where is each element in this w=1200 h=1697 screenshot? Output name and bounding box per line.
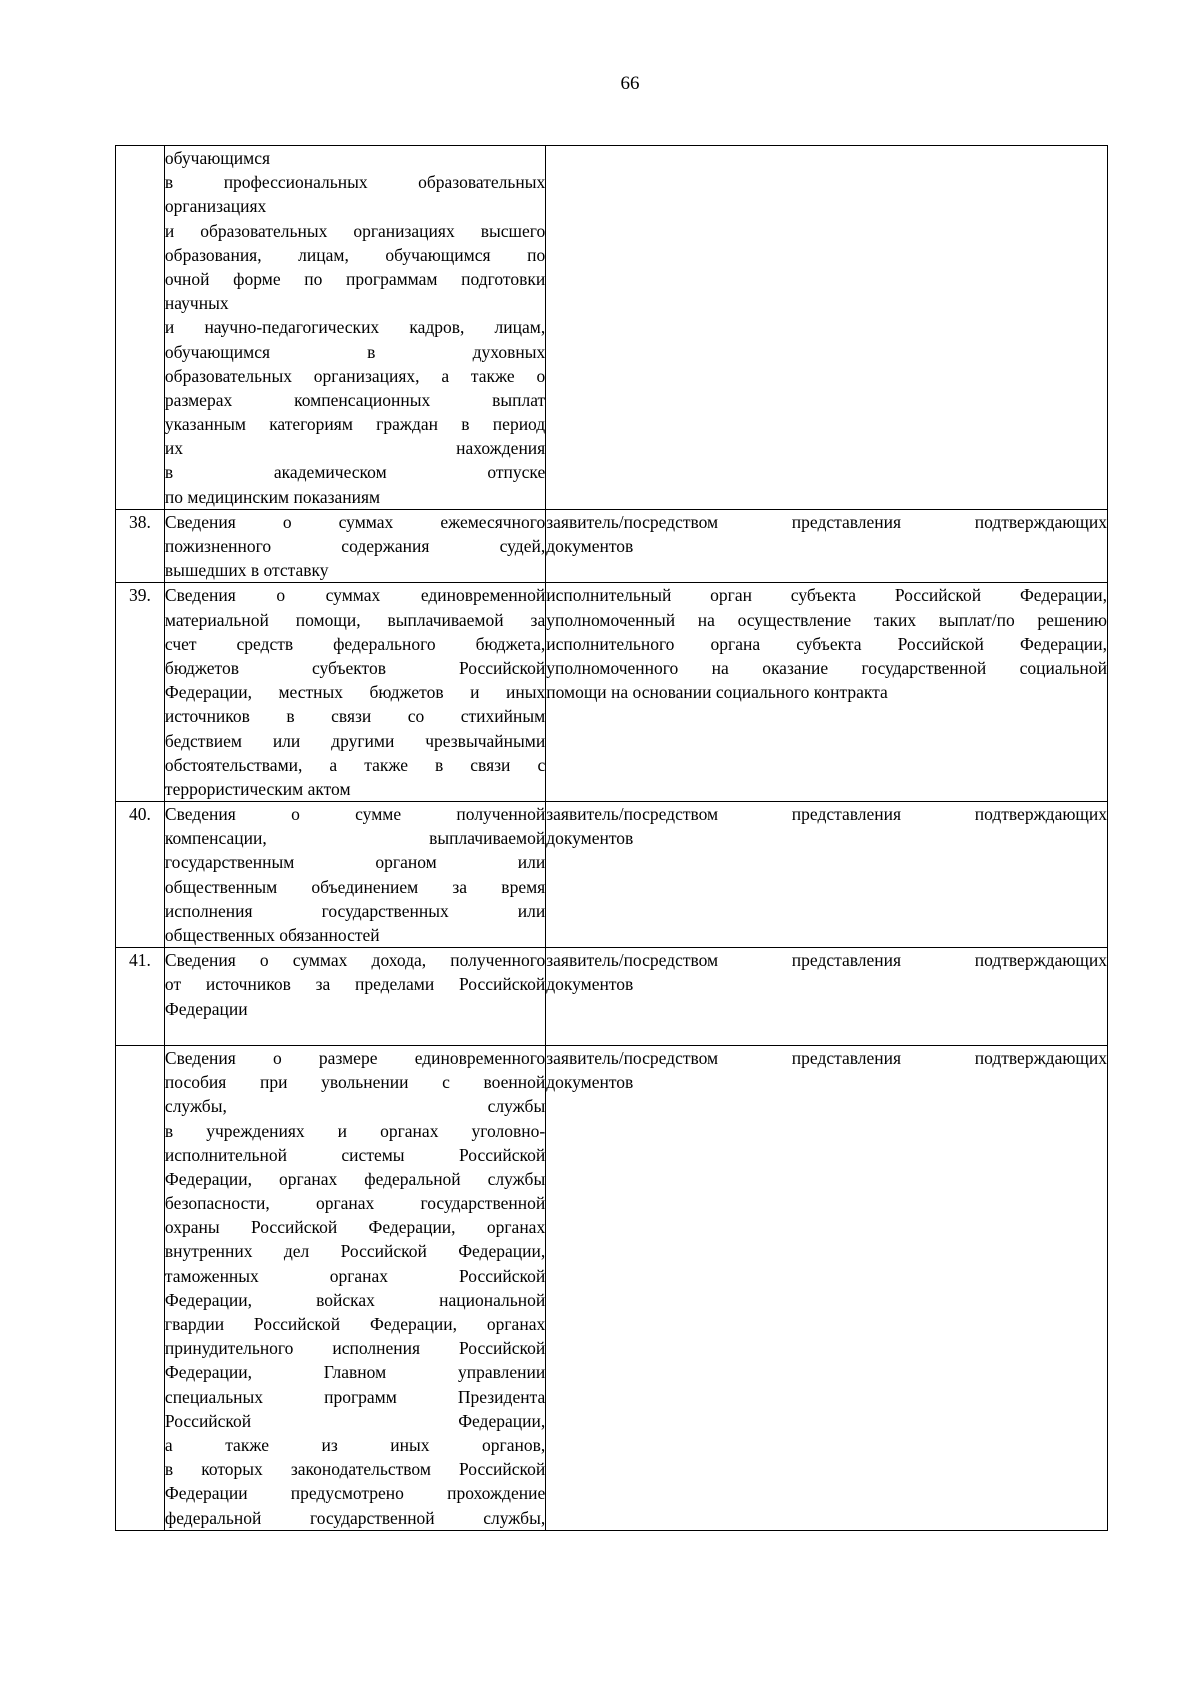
description-line: общественных обязанностей xyxy=(164,925,380,945)
description-line: Федерации, местных бюджетов и иных xyxy=(164,682,546,703)
description-line: государственным органом или xyxy=(164,852,546,873)
source-line: документов xyxy=(546,974,634,995)
description-line: террористическим актом xyxy=(164,778,351,799)
description-line: Федерации xyxy=(164,998,248,1019)
source-line: документов xyxy=(546,1072,634,1093)
source-line: заявитель/посредством представления подтверждающих xyxy=(546,950,1107,971)
description-line: в которых законодательством Российской xyxy=(164,1459,546,1480)
info-description xyxy=(164,146,545,510)
description-line: службы, службы xyxy=(164,1096,546,1117)
source-line: уполномоченного на оказание государственной социальной xyxy=(546,657,1107,678)
description-line: компенсации, выплачиваемой xyxy=(164,828,546,849)
description-line: таможенных органах Российской xyxy=(164,1265,546,1286)
info-source xyxy=(546,802,1108,948)
description-line: обучающимся в духовных xyxy=(164,341,546,362)
description-line: общественным объединением за время xyxy=(164,876,546,897)
description-line: организациях xyxy=(164,196,267,217)
description-line: материальной помощи, выплачиваемой за xyxy=(164,609,546,630)
info-description xyxy=(164,1045,545,1530)
row-number: 38. xyxy=(116,509,165,583)
description-line: исполнительной системы Российской xyxy=(164,1144,546,1165)
documents-table xyxy=(115,145,1108,1531)
description-line: очной форме по программам подготовки xyxy=(164,268,546,289)
description-line: обстоятельствами, а также в связи с xyxy=(164,754,546,775)
row-number xyxy=(116,1045,165,1530)
row-number: 41. xyxy=(116,948,165,1046)
source-line: помощи на основании социального контракта xyxy=(546,682,888,703)
row-number xyxy=(116,146,165,510)
description-line: их нахождения xyxy=(164,438,546,459)
description-line: Федерации, Главном управлении xyxy=(164,1362,546,1383)
description-line: внутренних дел Российской Федерации, xyxy=(164,1241,546,1262)
description-line: Сведения о сумме полученной xyxy=(164,804,546,825)
table-row xyxy=(116,948,1108,1046)
description-line: Федерации, войсках национальной xyxy=(164,1289,546,1310)
description-line: счет средств федерального бюджета, xyxy=(164,633,546,654)
description-line: специальных программ Президента xyxy=(164,1386,546,1407)
description-line: федеральной государственной службы, xyxy=(164,1507,546,1528)
table-row xyxy=(116,509,1108,583)
info-description xyxy=(164,948,545,1046)
description-line: и научно-педагогических кадров, лицам, xyxy=(164,317,546,338)
table-body xyxy=(116,146,1108,1531)
description-line: Сведения о суммах ежемесячного xyxy=(164,511,546,532)
description-line: принудительного исполнения Российской xyxy=(164,1338,546,1359)
row-number: 40. xyxy=(116,802,165,948)
description-line: в профессиональных образовательных xyxy=(164,172,546,193)
info-source xyxy=(546,583,1108,802)
info-description xyxy=(164,509,545,583)
source-line: исполнительного органа субъекта Российской Федерации, xyxy=(546,633,1107,654)
description-line: Федерации предусмотрено прохождение xyxy=(164,1483,546,1504)
page-number: 66 xyxy=(620,73,640,94)
table-row xyxy=(116,146,1108,510)
description-line: Сведения о размере единовременного xyxy=(164,1047,546,1068)
description-line: Сведения о суммах единовременной xyxy=(164,585,546,606)
table-row xyxy=(116,1045,1108,1530)
description-line: безопасности, органах государственной xyxy=(164,1193,546,1214)
description-line: гвардии Российской Федерации, органах xyxy=(164,1314,546,1334)
description-line: образовательных организациях, а также о xyxy=(164,365,546,386)
description-line: охраны Российской Федерации, органах xyxy=(164,1217,546,1238)
source-line: заявитель/посредством представления подтверждающих xyxy=(546,1047,1107,1068)
info-description xyxy=(164,583,545,802)
table-row xyxy=(116,583,1108,802)
info-source xyxy=(546,146,1108,510)
source-line: уполномоченный на осуществление таких выплат/по решению xyxy=(546,609,1107,630)
description-line: пожизненного содержания судей, xyxy=(164,536,546,556)
description-line: в академическом отпуске xyxy=(164,462,546,483)
description-line: Сведения о суммах дохода, полученного xyxy=(164,950,546,971)
source-line: заявитель/посредством представления подтверждающих xyxy=(546,804,1107,825)
source-line: документов xyxy=(546,828,634,849)
description-line: бюджетов субъектов Российской xyxy=(164,657,546,678)
description-line: научных xyxy=(164,293,229,314)
description-line: в учреждениях и органах уголовно- xyxy=(164,1120,546,1141)
description-line xyxy=(165,1021,545,1045)
source-line: исполнительный орган субъекта Российской Федерации, xyxy=(546,585,1107,606)
table-row xyxy=(116,802,1108,948)
description-line: Российской Федерации, xyxy=(164,1410,546,1431)
info-source xyxy=(546,948,1108,1046)
source-line: заявитель/посредством представления подтверждающих xyxy=(546,511,1107,532)
description-line: источников в связи со стихийным xyxy=(164,706,546,727)
description-line: вышедших в отставку xyxy=(164,560,329,581)
description-line: а также из иных органов, xyxy=(164,1434,546,1455)
source-line: документов xyxy=(546,536,634,556)
description-line: Федерации, органах федеральной службы xyxy=(164,1168,546,1189)
info-source xyxy=(546,509,1108,583)
description-line: размерах компенсационных выплат xyxy=(164,389,546,410)
description-line: бедствием или другими чрезвычайными xyxy=(164,730,546,751)
description-line: обучающимся xyxy=(164,148,271,168)
info-source xyxy=(546,1045,1108,1530)
description-line: от источников за пределами Российской xyxy=(164,974,546,995)
description-line: пособия при увольнении с военной xyxy=(164,1072,546,1093)
description-line: и образовательных организациях высшего xyxy=(164,220,546,241)
description-line: образования, лицам, обучающимся по xyxy=(164,244,546,265)
info-description xyxy=(164,802,545,948)
row-number: 39. xyxy=(116,583,165,802)
description-line: по медицинским показаниям xyxy=(164,486,381,507)
description-line: указанным категориям граждан в период xyxy=(164,414,546,435)
description-line: исполнения государственных или xyxy=(164,900,546,921)
